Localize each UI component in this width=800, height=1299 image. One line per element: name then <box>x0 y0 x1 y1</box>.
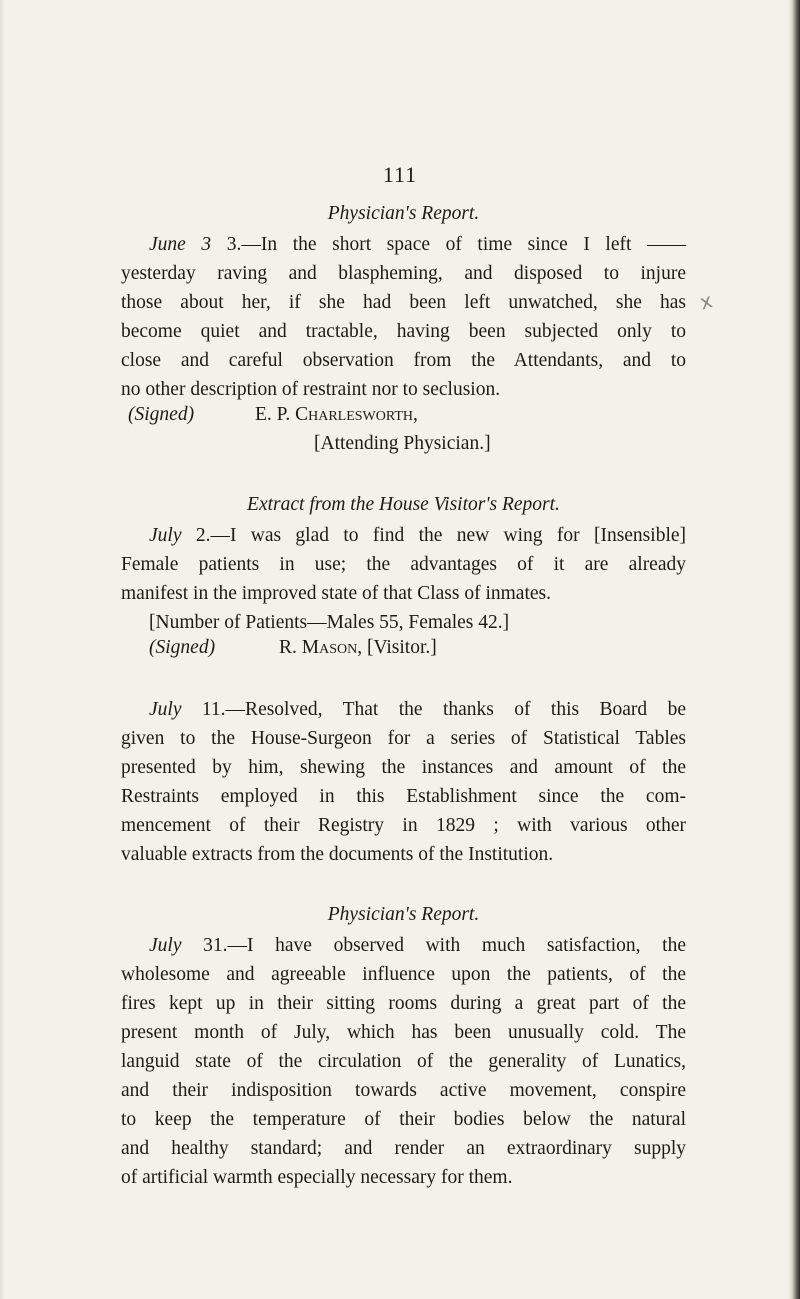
section-heading: Physician's Report. <box>327 904 480 925</box>
visitor-signature <box>121 637 686 666</box>
entry-line: yesterday raving and blaspheming, and disposed to injure <box>121 263 686 284</box>
entry-first-line: July 31.—I have observed with much satisfaction, the <box>149 935 686 956</box>
visitor-entry-body <box>121 521 686 637</box>
entry-line: given to the House-Surgeon for a series of Statistical Tables <box>121 728 686 749</box>
entry-date: July <box>149 935 182 956</box>
entry-line: wholesome and agreeable influence upon the patients, of the <box>121 964 686 985</box>
signed-label: (Signed) <box>149 637 216 658</box>
july-entry-body <box>121 931 686 1192</box>
entry-line: manifest in the improved state of that Class of inmates. <box>121 583 551 604</box>
entry-date: July <box>149 699 182 720</box>
entry-line: Female patients in use; the advantages of it are already <box>121 554 686 575</box>
june-entry-body <box>121 230 686 404</box>
entry-line: presented by him, shewing the instances and amount of the <box>121 757 686 778</box>
resolution-july <box>121 695 686 869</box>
patient-count-line: [Number of Patients—Males 55, Females 42.] <box>149 612 510 633</box>
june-signature <box>121 404 686 433</box>
physician-report-june <box>121 199 686 228</box>
entry-line: fires kept up in their sitting rooms during a great part of the <box>121 993 686 1014</box>
june-signatory-title-row <box>121 433 686 462</box>
entry-line: become quiet and tractable, having been subjected only to <box>121 321 686 342</box>
entry-date: July <box>149 525 182 546</box>
entry-line: mencement of their Registry in 1829 ; with various other <box>121 815 686 836</box>
entry-line: languid state of the circulation of the generality of Lunatics, <box>121 1051 686 1072</box>
entry-line: and healthy standard; and render an extraordinary supply <box>121 1138 686 1159</box>
visitor-report-july <box>121 490 686 519</box>
entry-line: present month of July, which has been unusually cold. The <box>121 1022 686 1043</box>
entry-first-line: July 2.—I was glad to find the new wing for [Insensible] <box>149 525 687 546</box>
entry-line: no other description of restraint nor to seclusion. <box>121 379 501 400</box>
signatory-title: [Attending Physician.] <box>314 433 491 454</box>
entry-line: those about her, if she had been left unwatched, she has <box>121 292 686 313</box>
signatory-name: R. Mason, <box>279 637 363 658</box>
page-left-edge <box>0 0 5 1299</box>
section-heading: Physician's Report. <box>327 203 480 224</box>
page-binding-shadow <box>788 0 800 1299</box>
entry-line: Restraints employed in this Establishment since the com- <box>121 786 686 807</box>
pencil-margin-mark: x <box>697 288 715 315</box>
entry-line: valuable extracts from the documents of the Institution. <box>121 844 554 865</box>
entry-line: to keep the temperature of their bodies below the natural <box>121 1109 686 1130</box>
entry-first-line: June 3 3.—In the short space of time since I left —— <box>149 234 686 255</box>
signatory-title: [Visitor.] <box>366 637 437 658</box>
entry-line: close and careful observation from the Attendants, and to <box>121 350 686 371</box>
entry-line: of artificial warmth especially necessary for them. <box>121 1167 513 1188</box>
entry-date: June 3 <box>149 234 212 255</box>
page-number: 111 <box>382 162 418 187</box>
entry-first-line: July 11.—Resolved, That the thanks of this Board be <box>149 699 686 720</box>
signatory-name: E. P. Charlesworth, <box>255 404 418 425</box>
entry-line: and their indisposition towards active movement, conspire <box>121 1080 686 1101</box>
section-heading: Extract from the House Visitor's Report. <box>247 494 560 515</box>
signed-label: (Signed) <box>128 404 195 425</box>
physician-report-july <box>121 900 686 929</box>
